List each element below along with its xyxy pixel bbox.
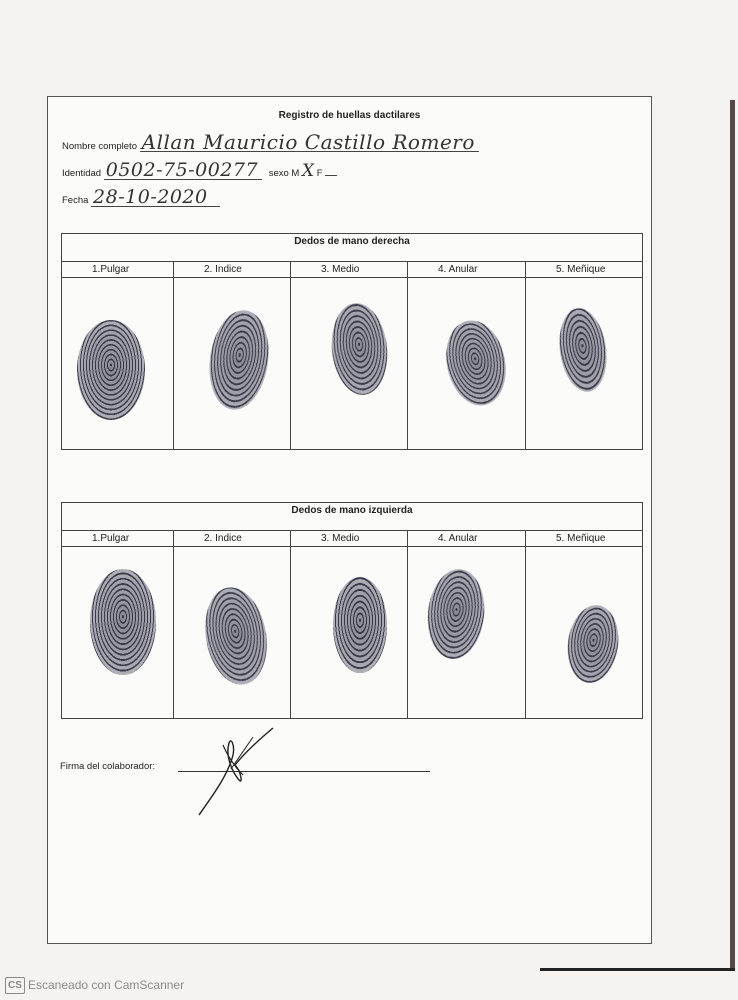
fingerprint-form xyxy=(47,96,652,944)
print-cell xyxy=(526,547,642,718)
print-cell xyxy=(526,278,642,449)
scan-edge-shadow xyxy=(730,100,735,970)
name-field xyxy=(62,130,479,154)
print-cell xyxy=(174,278,291,449)
print-cell xyxy=(62,547,174,718)
signature-label: Firma del colaborador: xyxy=(60,761,156,772)
id-field xyxy=(62,161,337,181)
right-finger-label: 4. Anular xyxy=(408,262,526,277)
left-hand-title: Dedos de mano izquierda xyxy=(62,503,642,531)
right-finger-label: 1.Pulgar xyxy=(62,262,174,277)
left-hand-prints xyxy=(62,547,642,718)
fingerprint-image xyxy=(333,577,387,673)
fingerprint-image xyxy=(77,320,145,420)
right-hand-table xyxy=(61,233,643,450)
right-finger-label: 5. Meñique xyxy=(556,264,606,275)
camscanner-logo: CS xyxy=(5,977,25,994)
fingerprint-image xyxy=(423,566,488,661)
left-finger-label: 4. Anular xyxy=(408,531,526,546)
sex-label: sexo xyxy=(268,168,289,179)
right-finger-label: 3. Medio xyxy=(291,262,408,277)
left-finger-label: 3. Medio xyxy=(291,531,408,546)
date-value: 28-10-2020 xyxy=(91,188,220,207)
print-cell xyxy=(62,278,174,449)
id-value: 0502-75-00277 xyxy=(104,161,262,180)
id-label: Identidad xyxy=(62,168,102,179)
print-cell xyxy=(291,278,408,449)
right-hand-labels xyxy=(62,262,642,278)
form-title: Registro de huellas dactilares xyxy=(278,110,421,121)
left-finger-label: 5. Meñique xyxy=(556,533,606,544)
date-field xyxy=(62,188,220,207)
fingerprint-image xyxy=(554,305,611,395)
signature-mark xyxy=(193,725,283,820)
left-hand-table xyxy=(61,502,643,719)
scan-bottom-edge xyxy=(540,968,735,971)
left-finger-label: 1.Pulgar xyxy=(62,531,174,546)
left-finger-label: 2. Indice xyxy=(174,531,291,546)
print-cell xyxy=(408,547,526,718)
sex-f-line xyxy=(325,175,337,176)
fingerprint-image xyxy=(439,315,514,411)
right-finger-label: 2. Indice xyxy=(174,262,291,277)
camscanner-watermark: Escaneado con CamScanner xyxy=(28,978,185,992)
left-hand-labels xyxy=(62,531,642,547)
right-hand-prints xyxy=(62,278,642,449)
fingerprint-image xyxy=(198,583,274,690)
right-hand-title: Dedos de mano derecha xyxy=(62,234,642,262)
fingerprint-image xyxy=(90,569,156,675)
print-cell xyxy=(291,547,408,718)
date-label: Fecha xyxy=(62,195,89,206)
fingerprint-image xyxy=(327,300,391,397)
fingerprint-image xyxy=(203,306,274,413)
sex-mark: X xyxy=(301,161,315,181)
print-cell xyxy=(174,547,291,718)
name-value: Allan Mauricio Castillo Romero xyxy=(140,133,479,152)
print-cell xyxy=(408,278,526,449)
fingerprint-image xyxy=(563,602,623,686)
sex-m: M xyxy=(291,168,300,179)
sex-f: F xyxy=(316,168,323,179)
name-label: Nombre completo xyxy=(62,141,137,152)
